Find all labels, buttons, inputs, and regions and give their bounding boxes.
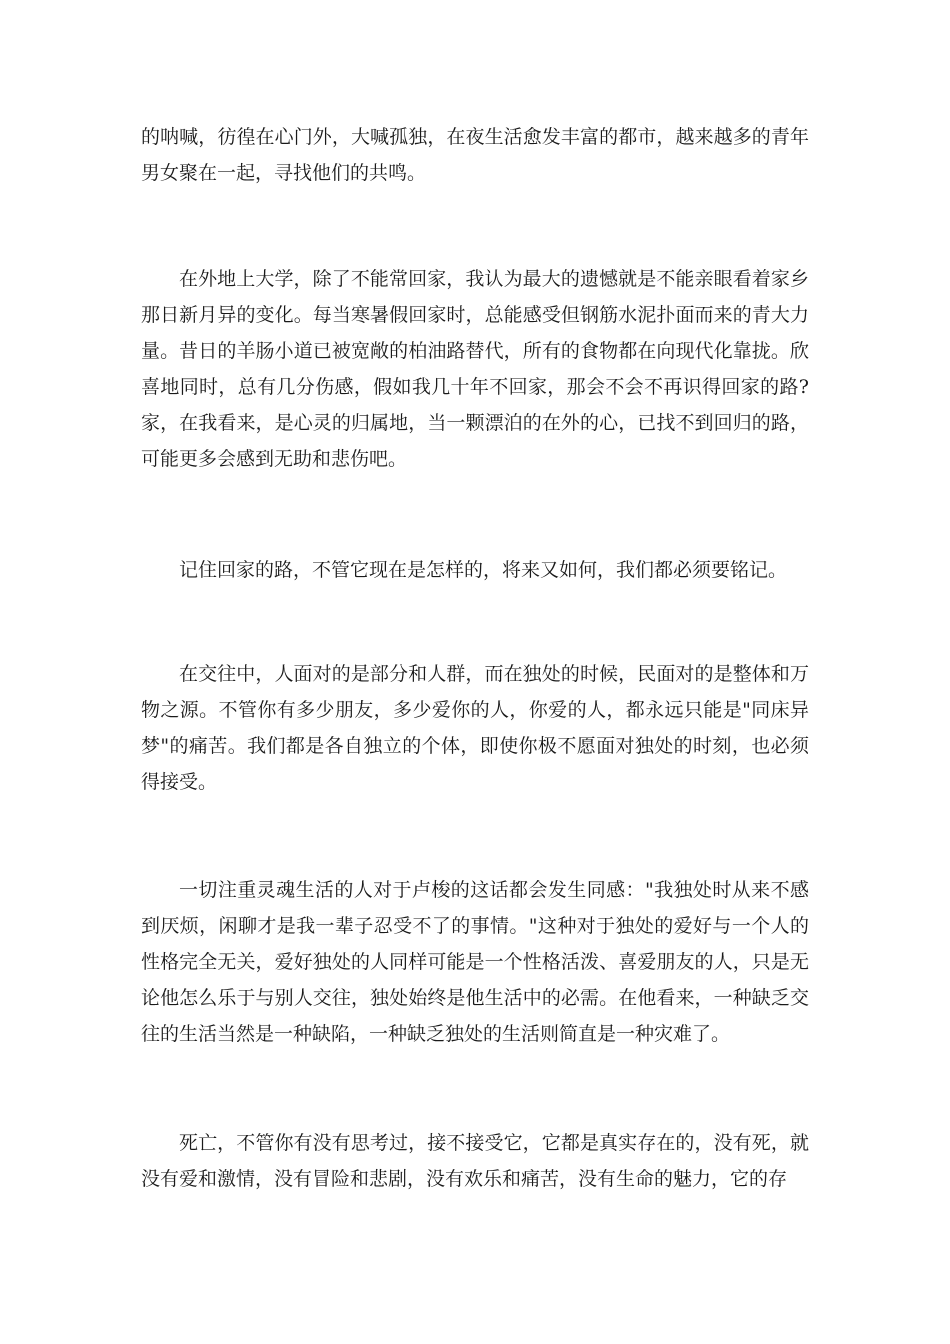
paragraph-death: 死亡，不管你有没有思考过，接不接受它，它都是真实存在的，没有死，就没有爱和激情，没有冒险和悲剧，没有欢乐和痛苦，没有生命的魅力，它的存 [141,1132,809,1190]
paragraph-homecoming: 在外地上大学，除了不能常回家，我认为最大的遗憾就是不能亲眼看着家乡那日新月异的变化。每当寒暑假回家时，总能感受但钢筋水泥扑面而来的青大力量。昔日的羊肠小道已被宽敞的柏油路替代，所有的食物都在向现代化靠拢。欣喜地同时，总有几分伤感，假如我几十年不回家，那会不会不再识得回家的路?家，在我看来，是心灵的归属地，当一颗漂泊的在外的心，已找不到回归的路，可能更多会感到无助和悲伤吧。 [141,268,809,470]
paragraph-solitude-interaction: 在交往中，人面对的是部分和人群，而在独处的时候，民面对的是整体和万物之源。不管你有多少朋友，多少爱你的人，你爱的人，都永远只能是"同床异梦"的痛苦。我们都是各自独立的个体，即使你极不愿面对独处的时刻，也必须得接受。 [141,663,809,793]
paragraph-remember-way-home: 记住回家的路，不管它现在是怎样的，将来又如何，我们都必须要铭记。 [179,559,788,581]
paragraph-rousseau-quote: 一切注重灵魂生活的人对于卢梭的这话都会发生同感："我独处时从来不感到厌烦，闲聊才是我一辈子忍受不了的事情。"这种对于独处的爱好与一个人的性格完全无关，爱好独处的人同样可能是一个性格活泼、喜爱朋友的人，只是无论他怎么乐于与别人交往，独处始终是他生活中的必需。在他看来，一种缺乏交往的生活当然是一种缺陷，一种缺乏独处的生活则简直是一种灾难了。 [141,879,809,1045]
paragraph-continuation: 的呐喊，彷徨在心门外，大喊孤独，在夜生活愈发丰富的都市，越来越多的青年男女聚在一起，寻找他们的共鸣。 [141,126,809,184]
